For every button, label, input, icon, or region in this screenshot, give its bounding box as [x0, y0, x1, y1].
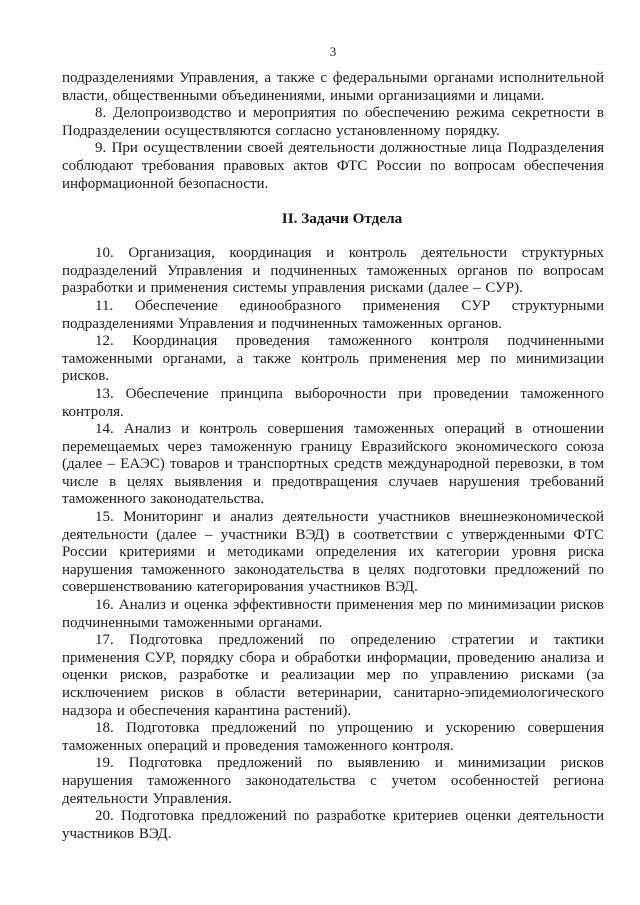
- page-number: 3: [329, 44, 337, 59]
- paragraph-16: 16. Анализ и оценка эффективности применения мер по минимизации рисков подчиненными таможенными органами.: [62, 597, 604, 631]
- paragraph-12: 12. Координация проведения таможенного контроля подчиненными таможенными органами, а также контроль применения мер по минимизации рисков.: [62, 333, 604, 385]
- paragraph-continuation: подразделениями Управления, а также с федеральными органами исполнительной власти, общественными объединениями, иными организациями и лицами.: [62, 70, 604, 104]
- paragraph-15: 15. Мониторинг и анализ деятельности участников внешнеэкономической деятельности (далее – участники ВЭД) в соответствии с утвержденными ФТС России критериями и методиками определения их категории уровня риска нарушения таможенного законодательства в целях подготовки предложений по совершенствованию категорирования участников ВЭД.: [62, 509, 604, 596]
- paragraph-18: 18. Подготовка предложений по упрощению и ускорению совершения таможенных операций и проведения таможенного контроля.: [62, 720, 604, 754]
- paragraph-20: 20. Подготовка предложений по разработке критериев оценки деятельности участников ВЭД.: [62, 808, 604, 842]
- paragraph-11: 11. Обеспечение единообразного применения СУР структурными подразделениями Управления и подчиненных таможенных органов.: [62, 297, 604, 332]
- paragraph-8: 8. Делопроизводство и мероприятия по обеспечению режима секретности в Подразделении осуществляются согласно установленному порядку.: [62, 105, 604, 139]
- paragraph-14: 14. Анализ и контроль совершения таможенных операций в отношении перемещаемых через таможенную границу Евразийского экономического союза (далее – ЕАЭС) товаров и транспортных средств международной перевозки, в том числе в целях выявления и предотвращения случаев нарушения требований таможенного законодательства.: [62, 421, 604, 508]
- paragraph-9: 9. При осуществлении своей деятельности должностные лица Подразделения соблюдают требования правовых актов ФТС России по вопросам обеспечения информационной безопасности.: [62, 140, 604, 192]
- paragraph-13: 13. Обеспечение принципа выборочности при проведении таможенного контроля.: [62, 385, 604, 420]
- paragraph-10: 10. Организация, координация и контроль деятельности структурных подразделений Управления и подчиненных таможенных органов по вопросам разработки и применения системы управления рисками (далее – СУР).: [62, 245, 604, 297]
- section-heading: II. Задачи Отдела: [281, 210, 403, 228]
- paragraph-19: 19. Подготовка предложений по выявлению и минимизации рисков нарушения таможенного законодательства с учетом особенностей региона деятельности Управления.: [62, 755, 604, 807]
- paragraph-17: 17. Подготовка предложений по определению стратегии и тактики применения СУР, порядку сбора и обработки информации, проведению анализа и оценки рисков, разработке и реализации мер по управлению рисками (за исключением рисков в области ветеринарии, санитарно-эпидемиологического надзора и обеспечения карантина растений).: [62, 632, 604, 719]
